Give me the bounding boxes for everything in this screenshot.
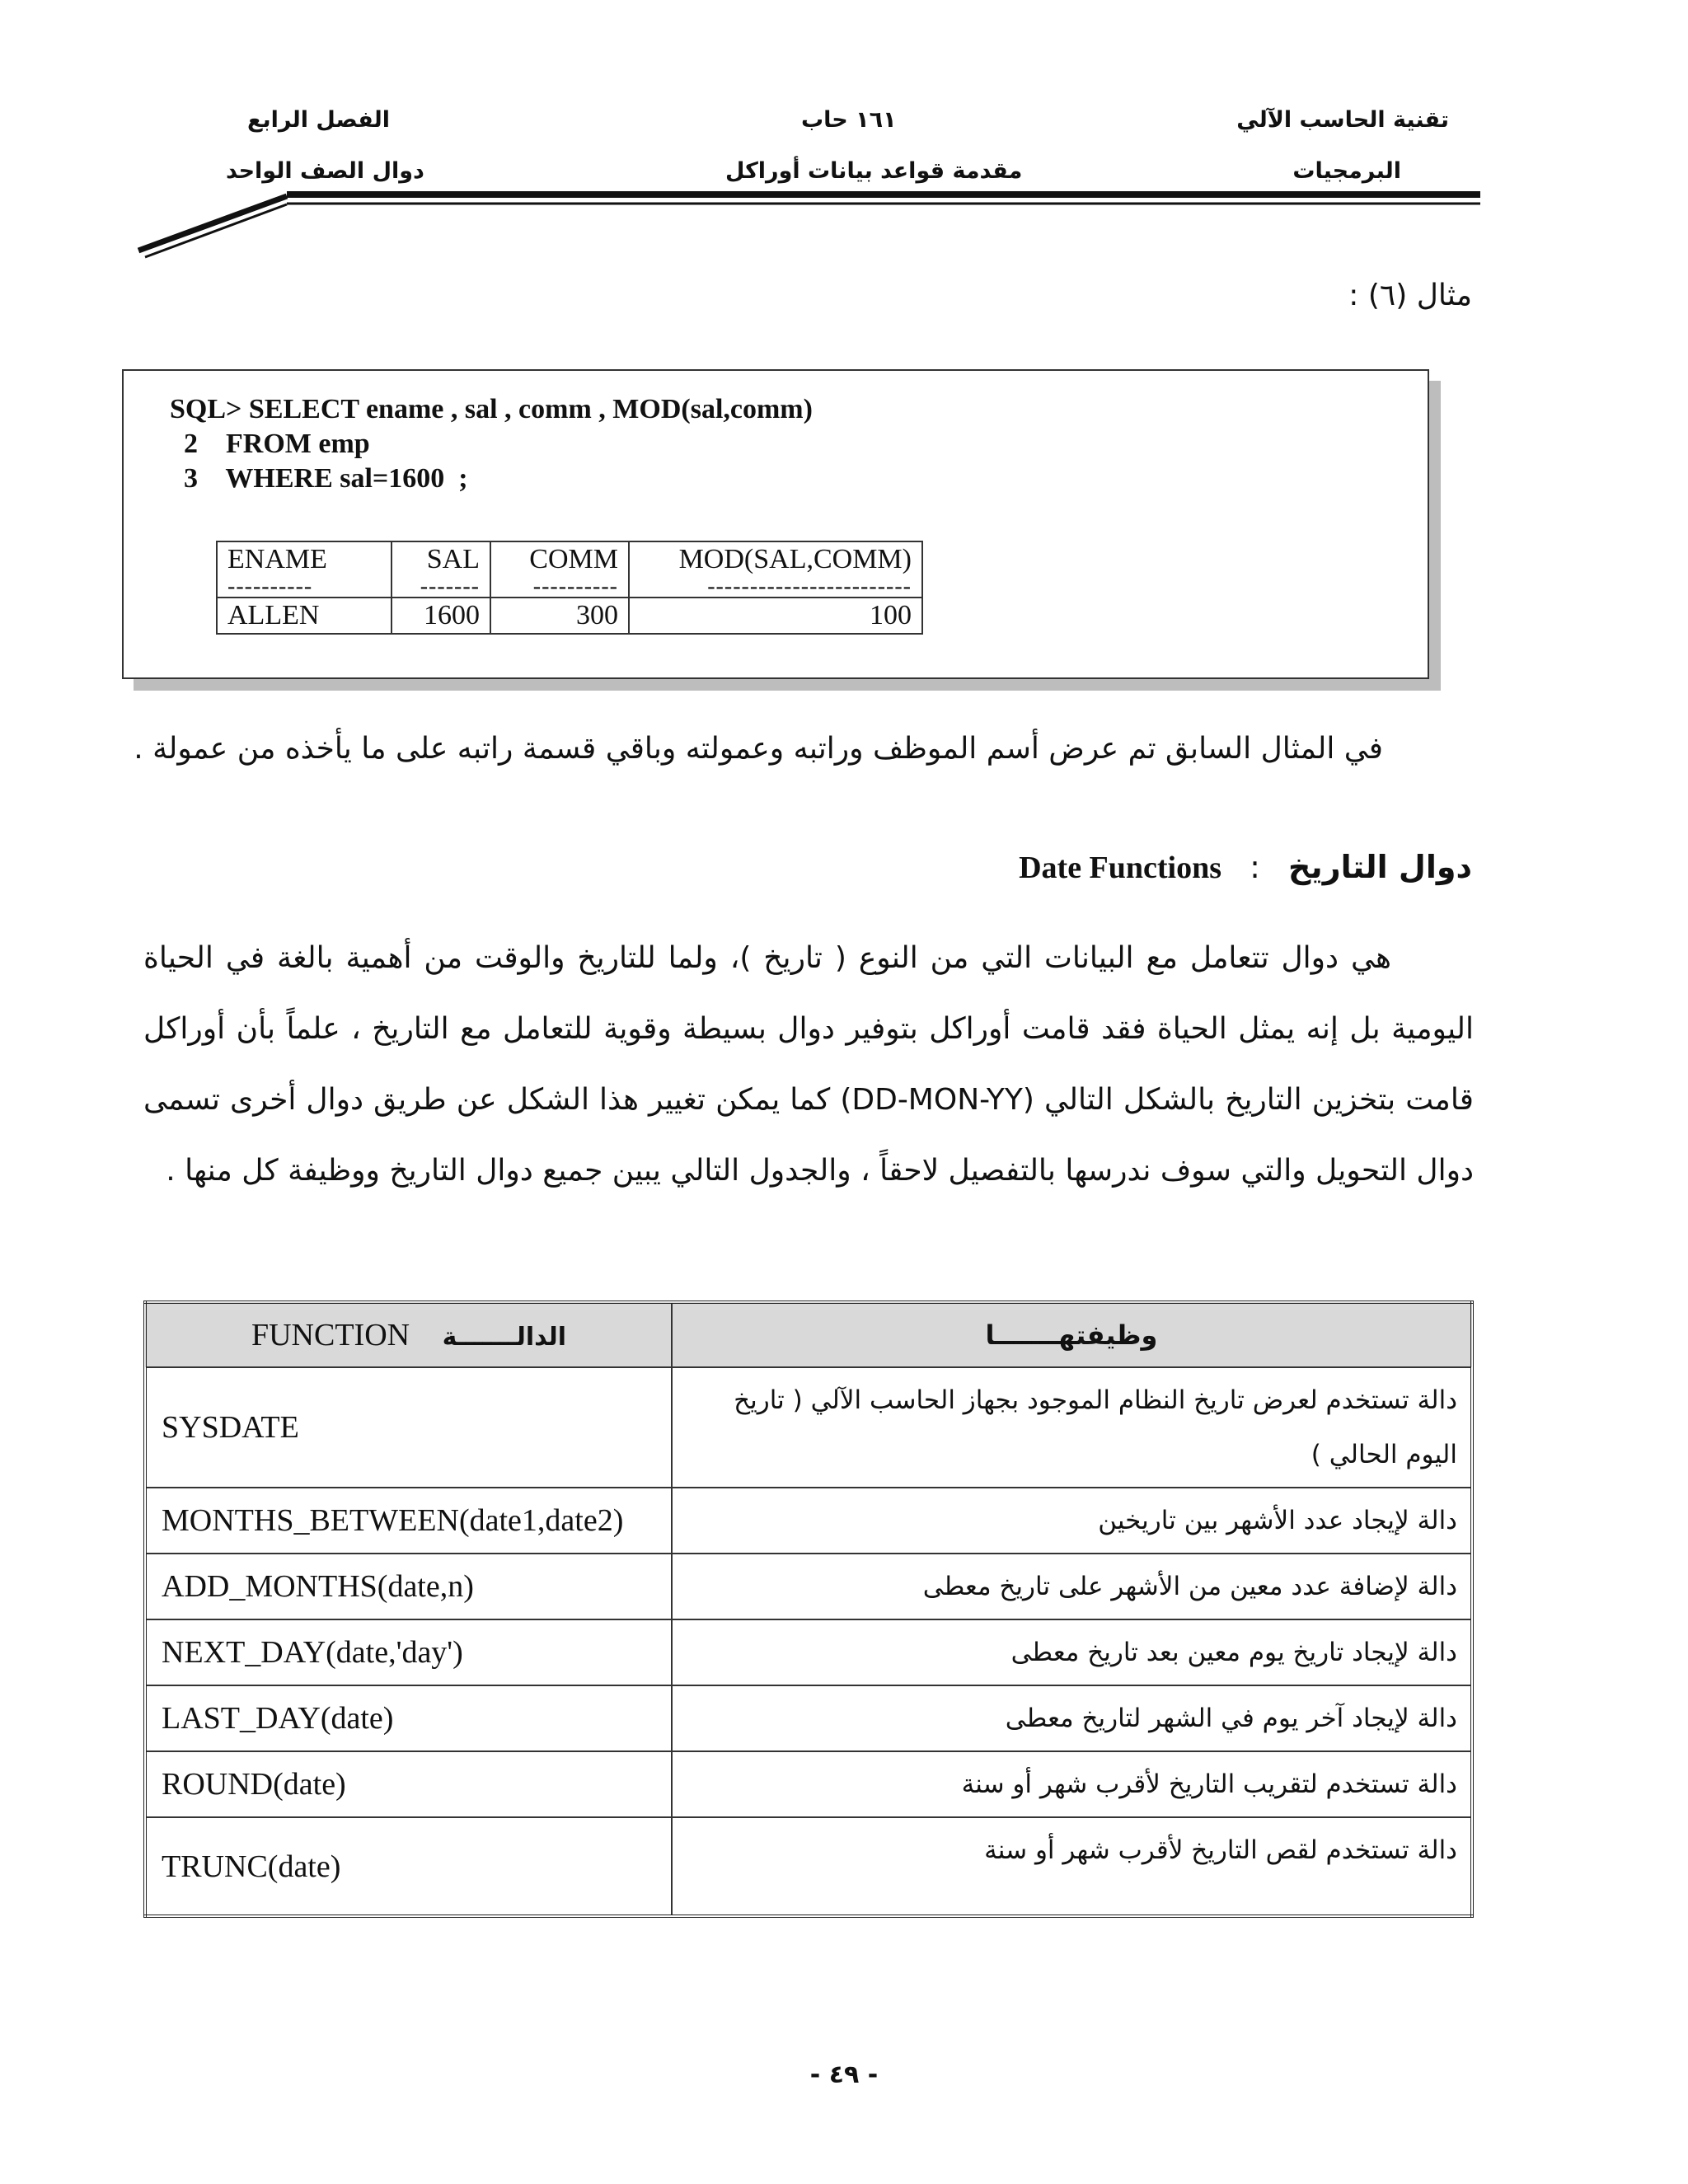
func-description: دالة لإيجاد عدد الأشهر بين تاريخين — [672, 1488, 1472, 1554]
section-heading — [1019, 849, 1472, 886]
result-col-mod: MOD(SAL,COMM) ------------------------ — [629, 541, 922, 598]
func-row — [145, 1751, 1472, 1817]
sql-line-1: SQL> SELECT ename , sal , comm , MOD(sal,comm) — [170, 394, 813, 424]
func-description: دالة لإيجاد آخر يوم في الشهر لتاريخ معطى — [672, 1685, 1472, 1751]
result-cell-sal: 1600 — [392, 598, 490, 634]
result-cell-mod: 100 — [629, 598, 922, 634]
section-colon: : — [1250, 849, 1260, 885]
func-row — [145, 1817, 1472, 1916]
result-data-row — [217, 598, 922, 634]
func-header-function: FUNCTION الدالـــــــة — [145, 1302, 672, 1367]
func-name: ADD_MONTHS(date,n) — [145, 1554, 672, 1619]
result-cell-comm: 300 — [490, 598, 629, 634]
func-description: دالة تستخدم لقص التاريخ لأقرب شهر أو سنة — [672, 1817, 1472, 1916]
func-row — [145, 1685, 1472, 1751]
result-col-ename: ENAME ---------- — [217, 541, 392, 598]
header-chapter-topic: دوال الصف الواحد — [226, 158, 424, 184]
result-header-row — [217, 541, 922, 598]
func-table-header — [145, 1302, 1472, 1367]
header-course-title: تقنية الحاسب الآلي — [1236, 107, 1449, 133]
header-book-title: مقدمة قواعد بيانات أوراكل — [725, 158, 1023, 184]
sql-line-2: 2 FROM emp — [170, 429, 370, 459]
func-name: ROUND(date) — [145, 1751, 672, 1817]
example-explanation: في المثال السابق تم عرض أسم الموظف وراتبه وعمولته وباقي قسمة راتبه على ما يأخذه من عمولة . — [134, 732, 1383, 766]
func-row — [145, 1488, 1472, 1554]
func-description: دالة تستخدم لتقريب التاريخ لأقرب شهر أو سنة — [672, 1751, 1472, 1817]
date-functions-table — [143, 1301, 1474, 1918]
result-col-sal: SAL ------- — [392, 541, 490, 598]
func-description: دالة لإيجاد تاريخ يوم معين بعد تاريخ معطى — [672, 1619, 1472, 1685]
func-header-description: وظيفتهـــــــا — [672, 1302, 1472, 1367]
func-name: SYSDATE — [145, 1367, 672, 1488]
func-description: دالة لإضافة عدد معين من الأشهر على تاريخ معطى — [672, 1554, 1472, 1619]
func-row — [145, 1554, 1472, 1619]
query-result-table — [216, 541, 923, 635]
func-row — [145, 1367, 1472, 1488]
result-cell-ename: ALLEN — [217, 598, 392, 634]
func-name: LAST_DAY(date) — [145, 1685, 672, 1751]
date-functions-paragraph: هي دوال تتعامل مع البيانات التي من النوع ( تاريخ )، ولما للتاريخ والوقت من أهمية بالغة في الحياة اليومية بل إنه يمثل الحياة فقد قامت أوراكل بتوفير دوال بسيطة وقوية للتعامل مع التاريخ ، علماً بأن أوراكل قامت بتخزين التاريخ بالشكل التالي (DD-MON-YY) كما يمكن تغيير هذا الشكل عن طريق دوال أخرى تسمى دوال التحويل والتي سوف ندرسها بالتفصيل لاحقاً ، والجدول التالي يبين جميع دوال التاريخ ووظيفة كل منها . — [143, 941, 1475, 1188]
sql-line-3: 3 WHERE sal=1600 ; — [170, 463, 468, 494]
func-row — [145, 1619, 1472, 1685]
func-description: دالة تستخدم لعرض تاريخ النظام الموجود بجهاز الحاسب الآلي ( تاريخ اليوم الحالي ) — [672, 1367, 1472, 1488]
sql-example-box — [122, 369, 1429, 679]
example-label: مثال (٦) : — [1348, 279, 1472, 312]
header-rule — [0, 0, 1688, 272]
header-chapter: الفصل الرابع — [247, 107, 390, 133]
func-name: MONTHS_BETWEEN(date1,date2) — [145, 1488, 672, 1554]
func-name: NEXT_DAY(date,'day') — [145, 1619, 672, 1685]
page-number: - ٤٩ - — [809, 2060, 879, 2089]
result-col-comm: COMM ---------- — [490, 541, 629, 598]
section-title-ar: دوال التاريخ — [1288, 849, 1472, 885]
section-title-en: Date Functions — [1019, 851, 1222, 885]
header-course-code: ١٦١ حاب — [801, 107, 897, 133]
func-name: TRUNC(date) — [145, 1817, 672, 1916]
header-department: البرمجيات — [1292, 158, 1401, 184]
